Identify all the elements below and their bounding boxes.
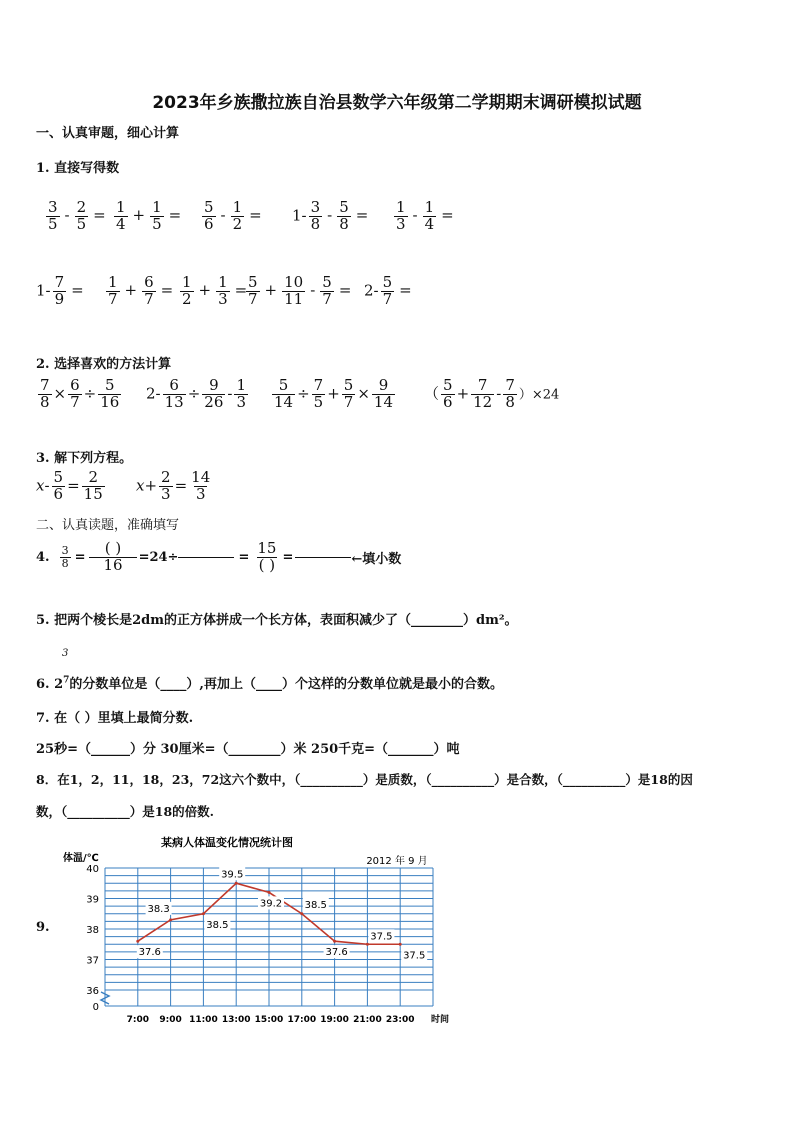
- x-tick-label: 17:00: [287, 1015, 317, 1025]
- data-point: [136, 940, 139, 943]
- q1-expr-10: 2- $\frac{5}{7}$ =: [364, 273, 412, 308]
- q1-expr-7: $\frac{1}{7}$ + $\frac{6}{7}$ =: [108, 273, 174, 308]
- q6-sup: 3: [62, 648, 69, 659]
- y-tick-label: 38: [86, 925, 99, 936]
- data-label: 39.2: [259, 898, 283, 910]
- q4: 4. $\frac{3}{8}$ = $\frac{( )}{16}$ =24÷ = $\frac{15}{( )}$ = ←填小数: [36, 539, 402, 574]
- section-2-heading: 二、认真读题，准确填写: [36, 518, 180, 533]
- q8-line1: 8．在1，2，11，18，23，72这六个数中，（__________）是质数，（__________）是合数，（__________）是18的因: [36, 772, 693, 787]
- q2-expr-1: $\frac{7}{8}$ × $\frac{6}{7}$ ÷ $\frac{5}{16}$: [40, 376, 120, 411]
- x-tick-label: 23:00: [385, 1015, 415, 1025]
- data-label: 38.5: [304, 899, 327, 911]
- q8-line2: 数，（__________）是18的倍数.: [36, 804, 214, 819]
- y-tick-label: 40: [86, 864, 99, 875]
- y-tick-label: 37: [86, 955, 99, 967]
- q3-label: 3. 解下列方程。: [36, 451, 133, 466]
- data-label: 37.6: [138, 947, 161, 959]
- data-point: [235, 882, 238, 885]
- data-label: 38.3: [147, 903, 170, 915]
- q1-expr-8: $\frac{1}{2}$ + $\frac{1}{3}$ =: [182, 273, 248, 308]
- data-point: [300, 912, 303, 915]
- page-title: 2023年乡族撒拉族自治县数学六年级第二学期期末调研模拟试题: [152, 93, 642, 113]
- q1-expr-1: $\frac{3}{5}$ - $\frac{2}{5}$ =: [48, 198, 106, 233]
- data-point: [202, 912, 205, 915]
- data-label: 37.5: [370, 931, 393, 943]
- chart-y-ticks: [86, 864, 99, 1013]
- chart-x-ticks: [127, 1015, 415, 1025]
- y-tick-label: 39: [86, 894, 99, 906]
- chart-axis: [101, 992, 109, 1004]
- q1-label: 1. 直接写得数: [36, 161, 120, 176]
- x-tick-label: 21:00: [353, 1015, 382, 1025]
- q2-expr-2: 2- $\frac{6}{13}$ ÷ $\frac{9}{26}$ - $\frac{1}{3}$: [146, 376, 247, 411]
- section-1-heading: 一、认真审题，细心计算: [36, 126, 180, 141]
- q2-label: 2. 选择喜欢的方法计算: [36, 357, 172, 372]
- y-tick-label: 36: [86, 986, 99, 997]
- chart-title: 某病人体温变化情况统计图: [161, 836, 293, 849]
- x-tick-label: 11:00: [189, 1015, 218, 1025]
- x-tick-label: 9:00: [159, 1015, 182, 1025]
- q9-num: 9.: [36, 920, 50, 935]
- x-tick-label: 19:00: [320, 1015, 349, 1025]
- q1-expr-2: $\frac{1}{4}$ + $\frac{1}{5}$ =: [116, 198, 182, 233]
- chart-x-label: 时间: [431, 1015, 450, 1025]
- q7-label: 7. 在（ ）里填上最简分数.: [36, 711, 194, 726]
- q6: 6. $2^7$的分数单位是（____）,再加上（____）个这样的分数单位就是最小的合数。: [36, 675, 503, 692]
- data-point: [366, 943, 369, 946]
- data-point: [169, 918, 172, 921]
- q2-expr-4: （ $\frac{5}{6}$ + $\frac{7}{12}$ - $\frac{7}{8}$ ）×24: [424, 376, 560, 411]
- data-label: 38.5: [206, 919, 229, 931]
- q1-expr-6: 1- $\frac{7}{9}$ =: [36, 273, 84, 308]
- q1-expr-9: $\frac{5}{7}$ + $\frac{10}{11}$ - $\frac{5}{7}$ =: [248, 273, 352, 308]
- q1-expr-4: 1- $\frac{3}{8}$ - $\frac{5}{8}$ =: [292, 198, 369, 233]
- q3-eq-1: x- $\frac{5}{6}$ = $\frac{2}{15}$: [36, 468, 103, 503]
- chart-subtitle: 2012 年 9 月: [366, 856, 428, 867]
- data-label: 37.5: [403, 950, 426, 962]
- q5: 5. 把两个棱长是2dm的正方体拼成一个长方体，表面积减少了（________）dm²。: [36, 613, 518, 628]
- data-point: [268, 891, 271, 894]
- axis-break-icon: [101, 992, 109, 1004]
- data-point: [399, 943, 402, 946]
- q1-expr-3: $\frac{5}{6}$ - $\frac{1}{2}$ =: [204, 198, 262, 233]
- q7-line: 25秒=（______）分 30厘米=（________）米 250千克=（_______）吨: [36, 742, 460, 757]
- temperature-chart: [55, 830, 455, 1030]
- q2-expr-3: $\frac{5}{14}$ ÷ $\frac{7}{5}$ + $\frac{5}{7}$ × $\frac{9}{14}$: [274, 376, 394, 411]
- q3-eq-2: x+ $\frac{2}{3}$ = $\frac{14}{3}$: [136, 468, 211, 503]
- data-label: 39.5: [221, 869, 244, 881]
- data-point: [333, 940, 336, 943]
- data-label: 37.6: [325, 947, 348, 959]
- y-tick-label: 0: [92, 1002, 99, 1013]
- q1-expr-5: $\frac{1}{3}$ - $\frac{1}{4}$ =: [396, 198, 454, 233]
- x-tick-label: 7:00: [126, 1015, 149, 1025]
- x-tick-label: 15:00: [254, 1015, 284, 1025]
- x-tick-label: 13:00: [221, 1015, 251, 1025]
- chart-y-label: 体温/℃: [63, 853, 99, 864]
